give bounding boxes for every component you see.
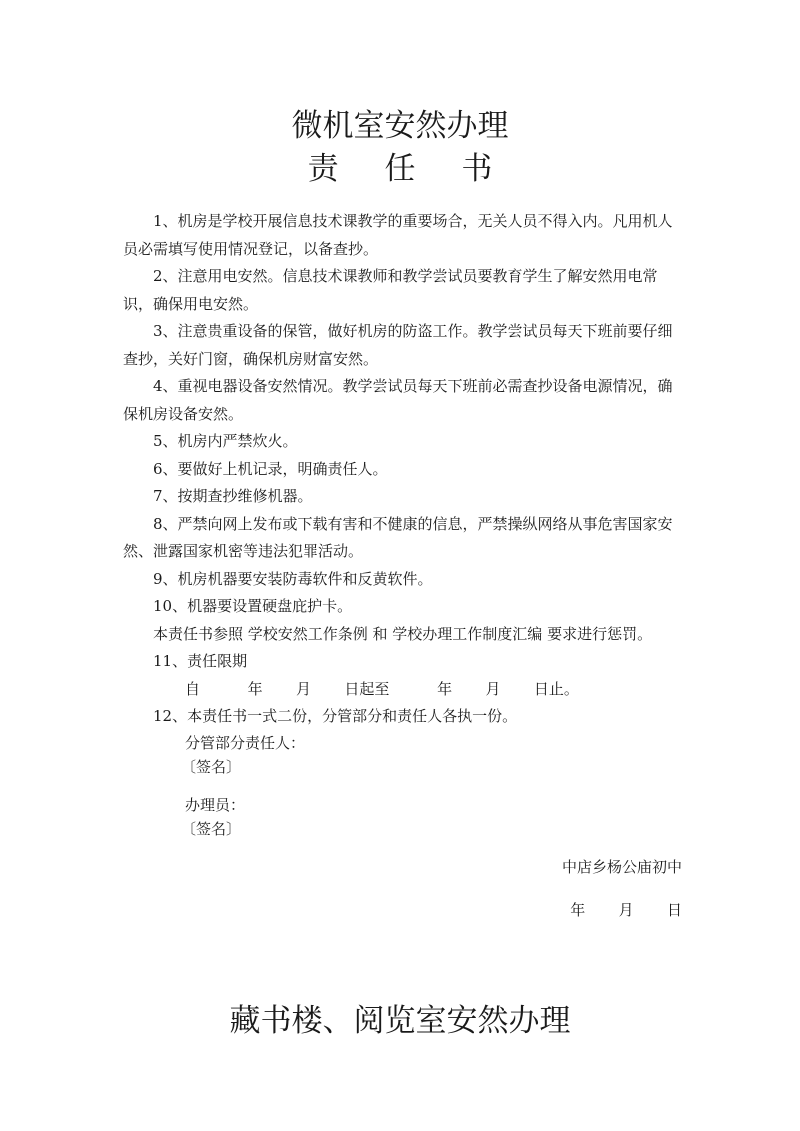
document-title: 微机室安然办理 (291, 108, 509, 144)
rule-item: 10、机器要设置硬盘庇护卡。 (153, 597, 353, 615)
rule-item: 6、要做好上机记录，明确责任人。 (153, 459, 388, 478)
rule-item-term-label: 11、责任限期 (153, 652, 248, 670)
dept-signature-block (181, 731, 306, 779)
rule-item: 8、严禁向网上发布或下载有害和不健康的信息，严禁操纵网络从事危害国家安然、泄露国家机密等违法犯罪活动。 (123, 514, 673, 560)
school-name: 中店乡杨公庙初中 (561, 858, 682, 876)
admin-signature-block (181, 793, 246, 841)
document-subtitle: 责 任 书 (307, 151, 511, 187)
rule-item: 4、重视电器设备安然情况。教学尝试员每天下班前必需查抄设备电源情况，确保机房设备安然。 (123, 377, 673, 423)
rule-item: 3、注意贵重设备的保管，做好机房的防盗工作。教学尝试员每天下班前要仔细查抄，关好门窗，确保机房财富安然。 (123, 322, 673, 368)
dept-signature-placeholder: 〔签名〕 (181, 758, 242, 776)
rule-item: 1、机房是学校开展信息技术课教学的重要场合，无关人员不得入内。凡用机人员必需填写使用情况登记，以备查抄。 (123, 212, 673, 258)
rule-item: 7、按期查抄维修机器。 (153, 487, 313, 505)
penalty-note: 本责任书参照 学校安然工作条例 和 学校办理工作制度汇编 要求进行惩罚。 (153, 624, 653, 643)
rule-item: 12、本责任书一式二份，分管部分和责任人各执一份。 (153, 707, 518, 725)
admin-signature-placeholder: 〔签名〕 (181, 820, 242, 838)
rule-item: 5、机房内严禁炊火。 (153, 432, 298, 450)
next-section-title: 藏书楼、阅览室安然办理 (229, 1003, 571, 1039)
term-period: 自 年 月 日起至 年 月 日止。 (185, 679, 579, 698)
document-body (123, 208, 683, 731)
rule-item: 2、注意用电安然。信息技术课教师和教学尝试员要教育学生了解安然用电常识，确保用电安然。 (123, 267, 658, 313)
date-line: 年 月 日 (570, 901, 682, 919)
rule-item: 9、机房机器要安装防毒软件和反黄软件。 (153, 569, 433, 588)
dept-signer-label: 分管部分责任人： (185, 734, 306, 752)
admin-signer-label: 办理员： (185, 796, 246, 814)
